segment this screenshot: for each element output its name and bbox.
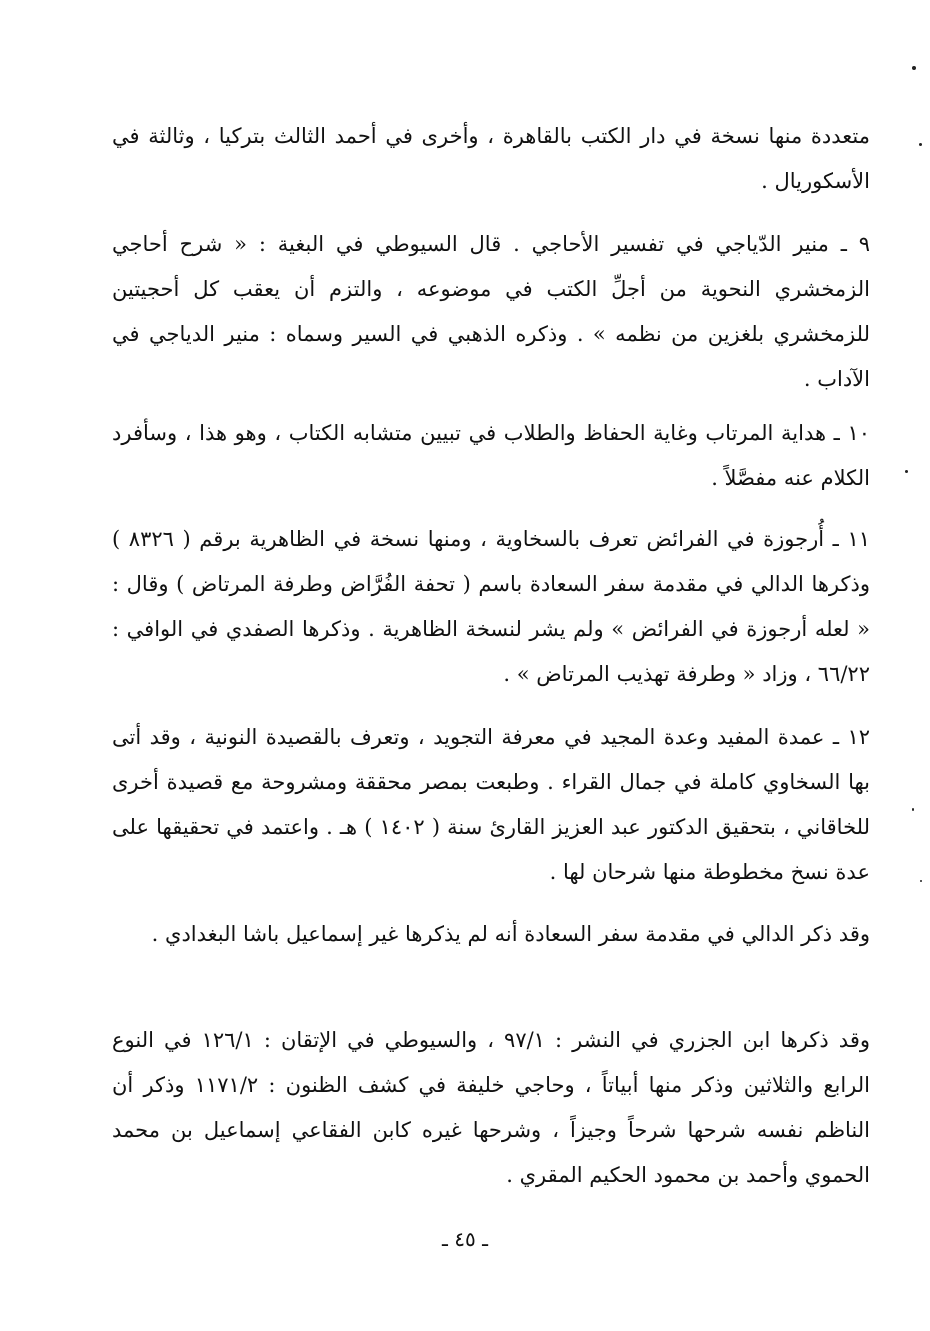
paragraph-continuation: متعددة منها نسخة في دار الكتب بالقاهرة ، وأخرى في أحمد الثالث بتركيا ، وثالثة في الأسكوريال . — [112, 124, 870, 193]
paragraph-item-11: ١١ ـ أُرجوزة في الفرائض تعرف بالسخاوية ، ومنها نسخة في الظاهرية برقم ( ٨٣٢٦ ) وذكرها الدالي في مقدمة سفر السعادة باسم ( تحفة الفُرَّاض وطرفة المرتاض ) وقال : « لعله أرجوزة في الفرائض » ولم يشر لنسخة الظاهرية . وذكرها الصفدي في الوافي : ٦٦/٢٢ ، وزاد « وطرفة تهذيب المرتاض » . — [112, 527, 870, 686]
paragraph-item-12: ١٢ ـ عمدة المفيد وعدة المجيد في معرفة التجويد ، وتعرف بالقصيدة النونية ، وقد أتى بها السخاوي كاملة في جمال القراء . وطبعت بمصر محققة ومشروحة مع قصيدة أخرى للخاقاني ، بتحقيق الدكتور عبد العزيز القارئ سنة ( ١٤٠٢ ) هـ . واعتمد في تحقيقها على عدة نسخ مخطوطة منها شرحان لها . — [112, 725, 870, 884]
scan-speck — [905, 470, 908, 473]
paragraph-references: وقد ذكرها ابن الجزري في النشر : ٩٧/١ ، والسيوطي في الإتقان : ١٢٦/١ في النوع الرابع والثلاثين وذكر منها أبياتاً ، وحاجي خليفة في كشف الظنون : ١١٧١/٢ وذكر أن الناظم نفسه شرحها شرحاً وجيزاً ، وشرحها غيره كابن الفقاعي إسماعيل بن محمد الحموي وأحمد بن محمود الحكيم المقري . — [112, 1028, 871, 1187]
paragraph-item-10: ١٠ ـ هداية المرتاب وغاية الحفاظ والطلاب في تبيين متشابه الكتاب ، وهو هذا ، وسأفرد الكلام عنه مفصَّلاً . — [112, 421, 870, 490]
scan-speck — [919, 143, 922, 146]
scan-speck — [920, 880, 922, 882]
scan-speck — [912, 808, 914, 811]
paragraph-item-9: ٩ ـ منير الدّياجي في تفسير الأحاجي . قال السيوطي في البغية : « شرح أحاجي الزمخشري النحوية من أجلِّ الكتب في موضوعه ، والتزم أن يعقب كل أحجيتين للزمخشري بلغزين من نظمه » . وذكره الذهبي في السير وسماه : منير الدياجي في الآداب . — [112, 232, 870, 391]
scan-speck — [912, 66, 916, 70]
page-number: ـ ٤٥ ـ — [442, 1227, 488, 1251]
paragraph-dali-note: وقد ذكر الدالي في مقدمة سفر السعادة أنه لم يذكرها غير إسماعيل باشا البغدادي . — [151, 922, 870, 946]
